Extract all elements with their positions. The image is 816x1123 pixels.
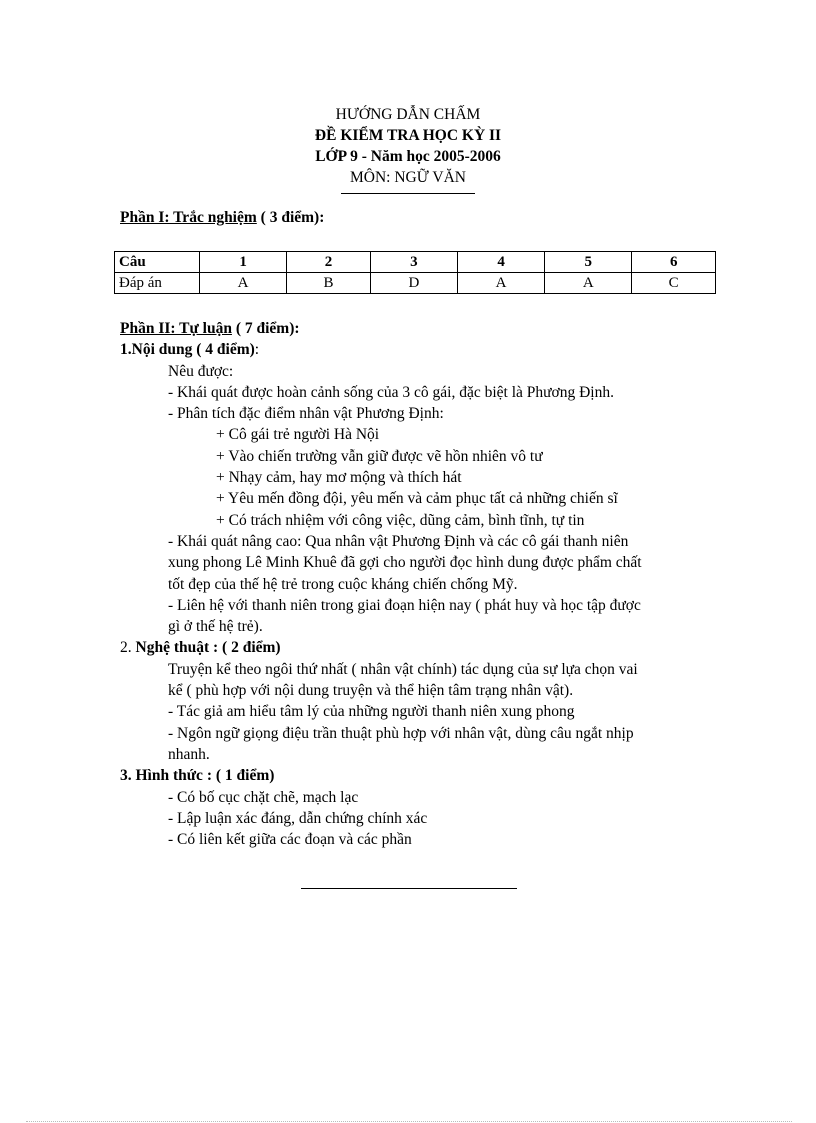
trait-item: + Cô gái trẻ người Hà Nội: [216, 426, 380, 444]
art-title: Nghệ thuật: [135, 639, 210, 657]
art-line: Truyện kể theo ngôi thứ nhất ( nhân vật chính) tác dụng của sự lựa chọn vai: [168, 660, 638, 678]
content-heading: [120, 339, 720, 360]
answer-table: [114, 251, 716, 294]
cell-answer: A: [457, 273, 544, 294]
trait-item: + Vào chiến trường vẫn giữ được vẽ hồn nhiên vô tư: [216, 447, 543, 465]
art-line: nhanh.: [168, 745, 210, 763]
cell-question: 2: [287, 252, 371, 273]
art-line: - Tác giả am hiểu tâm lý của những người thanh niên xung phong: [168, 703, 575, 721]
advanced-line: tốt đẹp của thế hệ trẻ trong cuộc kháng chiến chống Mỹ.: [168, 575, 518, 593]
form-title: 3. Hình thức: [120, 767, 203, 785]
art-line: - Ngôn ngữ giọng điệu trần thuật phù hợp với nhân vật, dùng câu ngắt nhịp: [168, 724, 634, 742]
part2-section: [120, 318, 720, 850]
advanced-line: - Khái quát nâng cao: Qua nhân vật Phương Định và các cô gái thanh niên: [168, 532, 629, 550]
cell-question: 6: [632, 252, 716, 273]
cell-question: 5: [545, 252, 632, 273]
cell-answer: A: [545, 273, 632, 294]
art-points: : ( 2 điểm): [209, 639, 281, 657]
form-line: - Có liên kết giữa các đoạn và các phần: [168, 831, 412, 849]
content-item: - Phân tích đặc điểm nhân vật Phương Định:: [168, 405, 444, 423]
cell-label-question: Câu: [115, 252, 200, 273]
part2-heading: [120, 318, 720, 339]
cell-question: 1: [200, 252, 287, 273]
part1-points: ( 3 điểm):: [256, 209, 325, 226]
trait-item: + Yêu mến đồng đội, yêu mến và cảm phục tất cả những chiến sĩ: [216, 490, 618, 508]
art-number: 2.: [120, 639, 136, 657]
cell-question: 3: [370, 252, 457, 273]
cell-answer: C: [632, 273, 716, 294]
cell-answer: B: [287, 273, 371, 294]
exam-title: ĐỀ KIỂM TRA HỌC KỲ II: [314, 127, 502, 144]
part1-heading: [120, 208, 324, 228]
content-intro: Nêu được:: [168, 362, 234, 380]
relate-line: - Liên hệ với thanh niên trong giai đoạn hiện nay ( phát huy và học tập được: [168, 596, 641, 614]
advanced-line: xung phong Lê Minh Khuê đã gợi cho người đọc hình dung được phẩm chất: [168, 554, 642, 572]
table-row-answers: [115, 273, 716, 294]
part1-title: Phần I: Trắc nghiệm: [120, 209, 257, 226]
grade-year: LỚP 9 - Năm học 2005-2006: [315, 148, 501, 165]
table-row-questions: [115, 252, 716, 273]
cell-question: 4: [457, 252, 544, 273]
cell-label-answer: Đáp án: [115, 273, 200, 294]
header-divider: [341, 193, 475, 194]
document-header: [0, 104, 816, 194]
trait-item: + Có trách nhiệm với công việc, dũng cảm, bình tĩnh, tự tin: [216, 511, 585, 529]
part2-points: ( 7 điểm):: [231, 320, 300, 337]
subject: MÔN: NGỮ VĂN: [350, 169, 466, 186]
part2-title: Phần II: Tự luận: [120, 320, 232, 337]
trait-item: + Nhạy cảm, hay mơ mộng và thích hát: [216, 469, 462, 487]
content-title: 1.Nội dung ( 4 điểm): [120, 341, 255, 359]
art-heading: [120, 637, 720, 658]
doc-title: HƯỚNG DẪN CHẤM: [335, 106, 481, 123]
art-line: kể ( phù hợp với nội dung truyện và thể hiện tâm trạng nhân vật).: [168, 682, 574, 700]
content-item: - Khái quát được hoàn cảnh sống của 3 cô gái, đặc biệt là Phương Định.: [168, 383, 614, 401]
end-divider: [301, 888, 517, 889]
page-bottom-border: [26, 1121, 792, 1122]
colon: :: [254, 341, 260, 359]
cell-answer: D: [370, 273, 457, 294]
form-line: - Có bố cục chặt chẽ, mạch lạc: [168, 788, 359, 806]
form-line: - Lập luận xác đáng, dẫn chứng chính xác: [168, 809, 428, 827]
form-heading: [120, 765, 720, 786]
cell-answer: A: [200, 273, 287, 294]
form-points: : ( 1 điểm): [202, 767, 275, 785]
relate-line: gì ở thế hệ trẻ).: [168, 618, 263, 636]
